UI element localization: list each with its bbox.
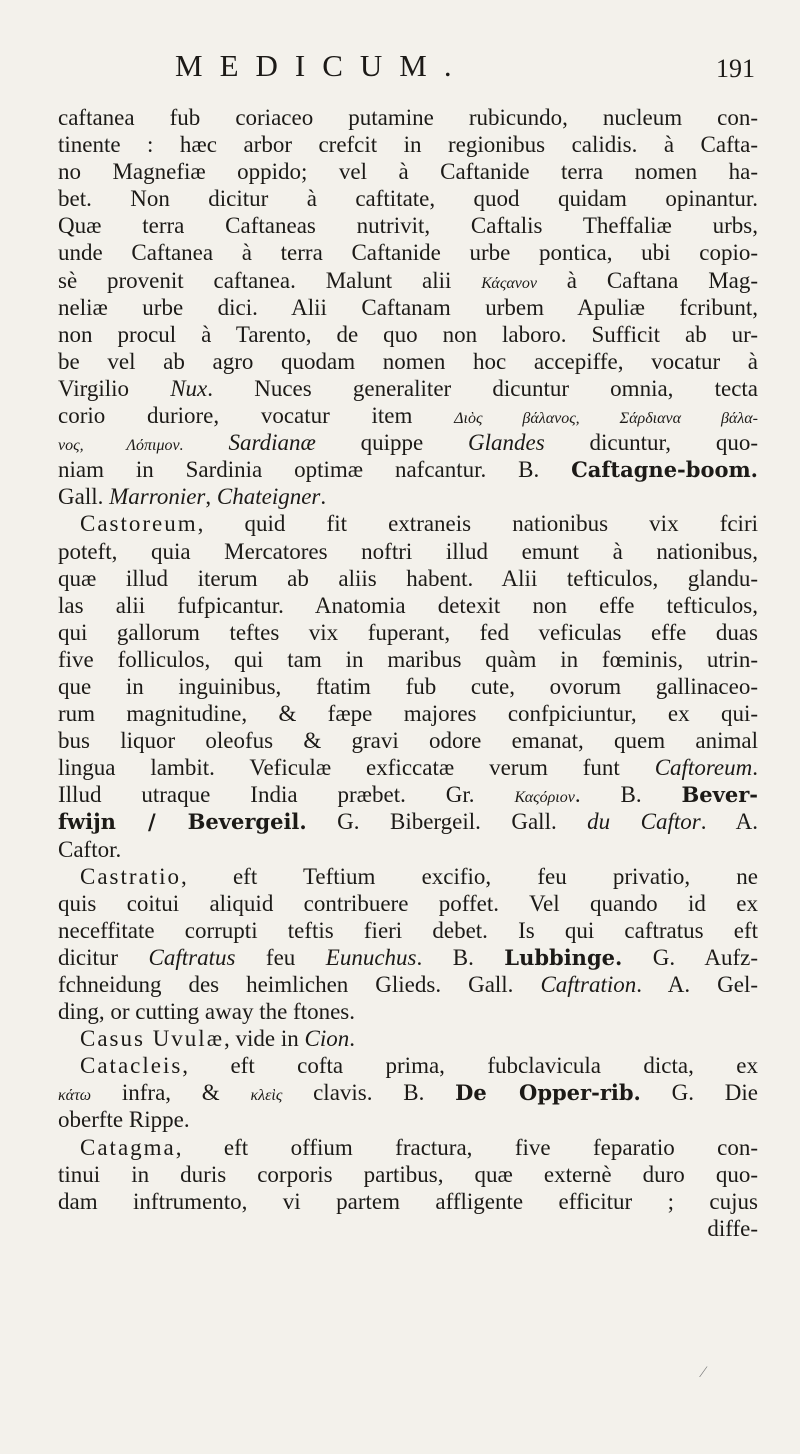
- text-segment: lingua lambit. Veficulæ exficcatæ verum funt: [58, 755, 655, 781]
- text-segment: Κάςανον: [481, 274, 537, 292]
- text-segment: du Caftor: [587, 809, 701, 835]
- text-segment: caftanea fub coriaceo putamine rubicundo, nucleum con-: [58, 105, 758, 130]
- text-segment: tinui in duris corporis partibus, quæ externè duro quo-: [58, 1161, 758, 1187]
- text-segment: , eft cofta prima, fubclavicula dicta, ex: [182, 1053, 758, 1079]
- text-line: [58, 294, 758, 321]
- text-segment: oberfte Rippe.: [58, 1107, 190, 1133]
- text-segment: , eft Teftium excifio, feu privatio, ne: [181, 863, 758, 889]
- text-line: [58, 944, 758, 971]
- text-line: [58, 348, 758, 375]
- text-segment: Glandes: [468, 430, 545, 456]
- text-segment: diffe-: [707, 1215, 758, 1241]
- text-line: [58, 456, 758, 483]
- text-segment: Casus Uvulæ: [80, 1026, 225, 1052]
- text-segment: Nux: [170, 375, 208, 401]
- text-segment: Marronier: [109, 484, 206, 510]
- text-segment: Καςόριον: [514, 789, 575, 807]
- text-segment: Caftratus: [148, 944, 236, 970]
- text-segment: G. Aufz-: [622, 944, 758, 970]
- text-segment: Castoreum: [80, 511, 198, 537]
- text-segment: tinente : hæc arbor crefcit in regionibus calidis. à Cafta-: [58, 132, 758, 158]
- text-line: [58, 429, 758, 456]
- text-segment: , quid fit extraneis nationibus vix fciri: [197, 511, 758, 537]
- text-line: [58, 1134, 758, 1161]
- text-segment: .: [752, 755, 758, 781]
- text-line: [58, 212, 758, 239]
- text-segment: Sardianæ: [228, 430, 316, 456]
- text-segment: De Opper-rib.: [455, 1080, 641, 1106]
- text-segment: G. Bibergeil. Gall.: [306, 809, 588, 835]
- body-text: [58, 104, 758, 1242]
- text-segment: Lubbinge.: [504, 944, 623, 970]
- text-segment: Catagma: [80, 1134, 176, 1160]
- text-segment: Chateigner: [216, 484, 321, 510]
- text-segment: Cion: [304, 1026, 350, 1052]
- text-line: [58, 402, 758, 429]
- text-segment: ding, or cutting away the ftones.: [58, 999, 356, 1025]
- text-segment: Caftoreum: [654, 755, 753, 781]
- text-segment: Castratio: [80, 863, 182, 889]
- text-line: [58, 592, 758, 619]
- text-segment: unde Caftanea à terra Caftanide urbe pontica, ubi copio-: [58, 240, 758, 266]
- text-line: [58, 619, 758, 646]
- text-line: [58, 267, 758, 294]
- text-line: [58, 646, 758, 673]
- text-line: [58, 538, 758, 565]
- text-segment: Eunuchus: [325, 944, 417, 970]
- text-line: [58, 673, 758, 700]
- pencil-mark-icon: ⁄: [702, 1364, 705, 1381]
- text-line: [58, 1079, 758, 1106]
- text-line: [58, 1025, 758, 1052]
- text-segment: dicitur: [58, 944, 149, 970]
- text-line: [58, 131, 758, 158]
- text-segment: quippe: [315, 430, 469, 456]
- text-segment: . A.: [700, 809, 758, 835]
- text-line: [58, 185, 758, 212]
- text-segment: bet. Non dicitur à caftitate, quod quidam opinantur.: [58, 186, 758, 212]
- text-segment: Catacleis: [80, 1053, 183, 1079]
- text-segment: νος, Λόπιμον.: [58, 437, 184, 455]
- text-segment: . Nuces generaliter dicuntur omnia, tecta: [207, 375, 758, 401]
- text-segment: Bever-: [681, 782, 758, 808]
- text-segment: fchneidung des heimlichen Glieds. Gall.: [58, 972, 541, 997]
- text-segment: corio duriore, vocatur item: [58, 403, 455, 429]
- text-line: [58, 510, 758, 537]
- text-segment: . B.: [416, 944, 505, 970]
- text-segment: Caftagne-boom.: [571, 457, 758, 483]
- running-head: MEDICUM.: [175, 48, 469, 83]
- text-segment: ,: [205, 484, 217, 510]
- text-segment: G. Die: [640, 1080, 758, 1106]
- text-line: [58, 1161, 758, 1188]
- page-number: 191: [716, 54, 755, 83]
- text-segment: non procul à Tarento, de quo non laboro. Sufficit ab ur-: [58, 321, 758, 347]
- text-segment: sè provenit caftanea. Malunt alii: [58, 267, 482, 293]
- text-segment: infra, &: [91, 1080, 251, 1106]
- text-segment: Virgilio: [58, 375, 171, 401]
- text-line: [58, 483, 758, 510]
- text-line: [58, 565, 758, 592]
- text-segment: Caftration: [540, 972, 637, 997]
- text-segment: , eft offium fractura, five feparatio con-: [175, 1134, 758, 1160]
- text-segment: dicuntur, quo-: [544, 430, 759, 456]
- text-segment: que in inguinibus, ftatim fub cute, ovorum gallinaceo-: [58, 673, 758, 699]
- text-segment: niam in Sardinia optimæ nafcantur. B.: [58, 457, 572, 483]
- text-line: [58, 863, 758, 890]
- text-segment: clavis. B.: [282, 1080, 456, 1106]
- page-header: [0, 42, 800, 90]
- text-line: [58, 754, 758, 781]
- text-line: [58, 890, 758, 917]
- text-segment: be vel ab agro quodam nomen hoc accepiffe, vocatur à: [58, 348, 758, 374]
- text-segment: quis coitui aliquid contribuere poffet. Vel quando id ex: [58, 890, 758, 916]
- text-line: [58, 239, 758, 266]
- text-segment: Gall.: [58, 484, 110, 510]
- text-line: [58, 727, 758, 754]
- text-segment: κάτω: [58, 1087, 92, 1105]
- text-line: [58, 158, 758, 185]
- text-segment: no Magnefiæ oppido; vel à Caftanide terra nomen ha-: [58, 159, 758, 185]
- text-segment: .: [349, 1026, 356, 1052]
- text-segment: poteft, quia Mercatores noftri illud emunt à nationibus,: [58, 538, 758, 564]
- text-segment: [184, 430, 229, 455]
- text-segment: dam inftrumento, vi partem affligente efficitur ; cujus: [58, 1188, 758, 1214]
- text-line: [58, 1052, 758, 1079]
- text-segment: neceffitate corrupti teftis fieri debet. Is qui caftratus eft: [58, 917, 758, 943]
- text-line: [58, 971, 758, 998]
- text-line: [58, 917, 758, 944]
- text-line: [58, 104, 758, 131]
- text-segment: neliæ urbe dici. Alii Caftanam urbem Apuliæ fcribunt,: [58, 294, 758, 320]
- text-line: [58, 781, 758, 808]
- text-segment: qui gallorum teftes vix fuperant, fed veficulas effe duas: [58, 619, 758, 645]
- text-segment: bus liquor oleofus & gravi odore emanat, quem animal: [58, 728, 758, 754]
- text-line: [58, 321, 758, 348]
- text-segment: rum magnitudine, & fæpe majores confpiciuntur, ex qui-: [58, 701, 758, 727]
- text-segment: .: [320, 484, 327, 510]
- text-line: [58, 375, 758, 402]
- text-segment: feu: [235, 944, 326, 970]
- text-segment: κλεὶς: [250, 1087, 283, 1105]
- text-segment: . B.: [574, 782, 682, 808]
- text-line: [58, 1106, 758, 1133]
- text-segment: Caftor.: [58, 836, 122, 862]
- text-segment: , vide in: [224, 1026, 305, 1052]
- text-segment: five folliculos, qui tam in maribus quàm in fœminis, utrin-: [58, 646, 758, 672]
- text-line: [58, 836, 758, 863]
- text-segment: . A. Gel-: [636, 972, 758, 997]
- text-segment: fwijn / Bevergeil.: [58, 809, 307, 835]
- text-segment: Illud utraque India præbet. Gr.: [58, 782, 515, 808]
- text-line: [58, 700, 758, 727]
- text-segment: quæ illud iterum ab aliis habent. Alii tefticulos, glandu-: [58, 565, 758, 591]
- text-line: [58, 998, 758, 1025]
- text-segment: Διὸς βάλανος, Σάρδιανα βάλα-: [454, 410, 758, 428]
- text-line: [58, 808, 758, 835]
- text-segment: Quæ terra Caftaneas nutrivit, Caftalis Theffaliæ urbs,: [58, 213, 758, 239]
- text-line: [58, 1215, 758, 1242]
- text-segment: las alii fufpicantur. Anatomia detexit non effe tefticulos,: [58, 592, 758, 618]
- text-segment: à Caftana Mag-: [536, 267, 759, 293]
- text-line: [58, 1188, 758, 1215]
